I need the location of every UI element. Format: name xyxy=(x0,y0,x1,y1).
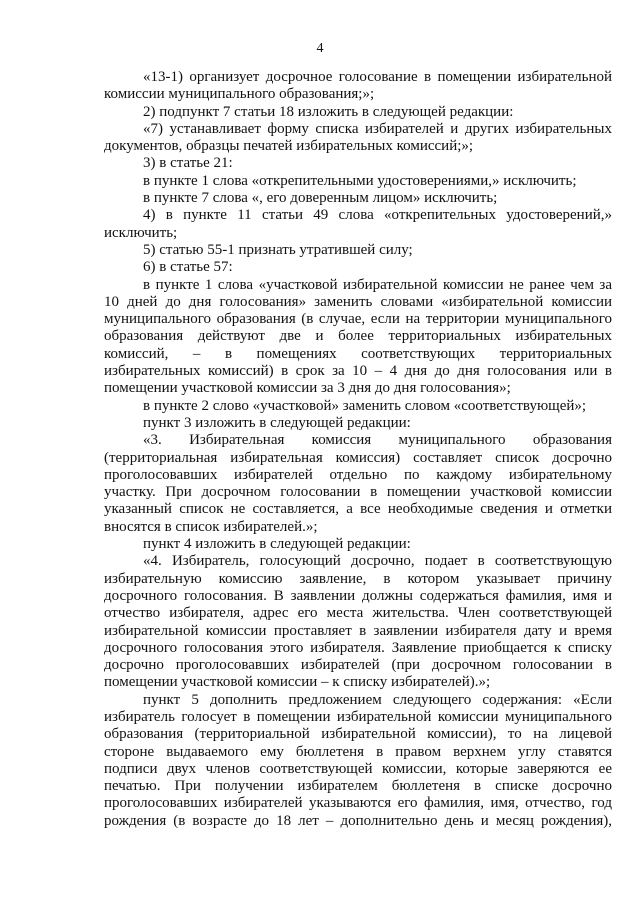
text-line: 6) в статье 57: xyxy=(143,259,233,276)
document-body xyxy=(104,69,612,830)
text-line: образования действуют две и более территориальных избирательных xyxy=(104,328,612,345)
text-line: пункт 5 дополнить предложением следующего содержания: «Если xyxy=(143,691,612,708)
text-line: в пункте 7 слова «, его доверенным лицом» исключить; xyxy=(143,190,498,207)
text-line: проголосовавших избирателей отдельно по каждому избирательному xyxy=(104,466,612,483)
text-line: избирательной комиссии проставляет в заявлении избирателя дату и время xyxy=(104,622,612,639)
text-line: в пункте 1 слова «участковой избирательной комиссии не ранее чем за xyxy=(143,276,612,293)
text-line: досрочного голосования этого избирателя. Заявление приобщается к списку xyxy=(104,639,612,656)
text-line: досрочно проголосовавших избирателей (при досрочном голосовании в xyxy=(104,657,612,674)
text-line: «13-1) организует досрочное голосование в помещении избирательной xyxy=(143,69,612,85)
text-line: подписи двух членов соответствующей комиссии, которые заверяются ее xyxy=(104,760,612,777)
text-line: комиссий, – в помещениях соответствующих территориальных xyxy=(104,345,612,362)
text-line: муниципального образования (в случае, если на территории муниципального xyxy=(104,311,612,328)
text-line: стороне выдаваемого ему бюллетеня в правом верхнем углу ставятся xyxy=(104,743,612,760)
text-line: исключить; xyxy=(104,224,178,241)
text-line: помещении участковой комиссии – к списку избирателей).»; xyxy=(104,674,491,691)
text-line: в пункте 2 слово «участковой» заменить словом «соответствующей»; xyxy=(143,397,587,414)
text-line: помещении участковой комиссии за 3 дня до дня голосования»; xyxy=(104,380,511,397)
text-line: рождения (в возрасте до 18 лет – дополнительно день и месяц рождения), xyxy=(104,812,612,829)
text-line: вносятся в список избирателей.»; xyxy=(104,518,318,535)
text-line: пункт 4 изложить в следующей редакции: xyxy=(143,536,411,553)
text-line: 10 дней до дня голосования» заменить словами «избирательной комиссии xyxy=(104,293,612,310)
text-line: комиссии муниципального образования;»; xyxy=(104,86,375,103)
text-line: 5) статью 55-1 признать утратившей силу; xyxy=(143,241,413,258)
text-line: избирательную комиссию заявление, в котором указывает причину xyxy=(104,570,612,587)
text-line: 4) в пункте 11 статьи 49 слова «открепительных удостоверений,» xyxy=(143,207,612,224)
text-line: досрочного голосования. В заявлении должны содержаться фамилия, имя и xyxy=(104,587,612,604)
text-line: участку. При досрочном голосовании в помещении участковой комиссии xyxy=(104,484,612,501)
text-line: указанный список не составляется, а все необходимые сведения и отметки xyxy=(104,501,612,518)
text-line: отчество избирателя, адрес его места жительства. Член соответствующей xyxy=(104,605,612,622)
text-line: образования (территориальной избирательной комиссии), то на лицевой xyxy=(104,726,612,743)
text-line: печатью. При получении избирателем бюллетеня в списке досрочно xyxy=(104,778,612,795)
text-line: (территориальная избирательная комиссия) составляет список досрочно xyxy=(104,449,612,466)
page-number: 4 xyxy=(316,41,324,56)
text-line: избиратель голосует в помещении избирательной комиссии муниципального xyxy=(104,708,612,725)
text-line: «3. Избирательная комиссия муниципального образования xyxy=(143,432,612,449)
text-line: 3) в статье 21: xyxy=(143,155,233,172)
text-line: 2) подпункт 7 статьи 18 изложить в следующей редакции: xyxy=(143,103,514,120)
text-line: пункт 3 изложить в следующей редакции: xyxy=(143,414,411,431)
text-line: проголосовавших избирателей указываются его фамилия, имя, отчество, год xyxy=(104,795,612,812)
text-line: в пункте 1 слова «открепительными удостоверениями,» исключить; xyxy=(143,172,577,189)
text-line: «4. Избиратель, голосующий досрочно, подает в соответствующую xyxy=(143,553,612,570)
text-line: «7) устанавливает форму списка избирателей и других избирательных xyxy=(143,120,612,137)
text-line: избирательных комиссий) в срок за 10 – 4 дня до дня голосования или в xyxy=(104,363,612,380)
text-line: документов, образцы печатей избирательных комиссий;»; xyxy=(104,138,474,155)
